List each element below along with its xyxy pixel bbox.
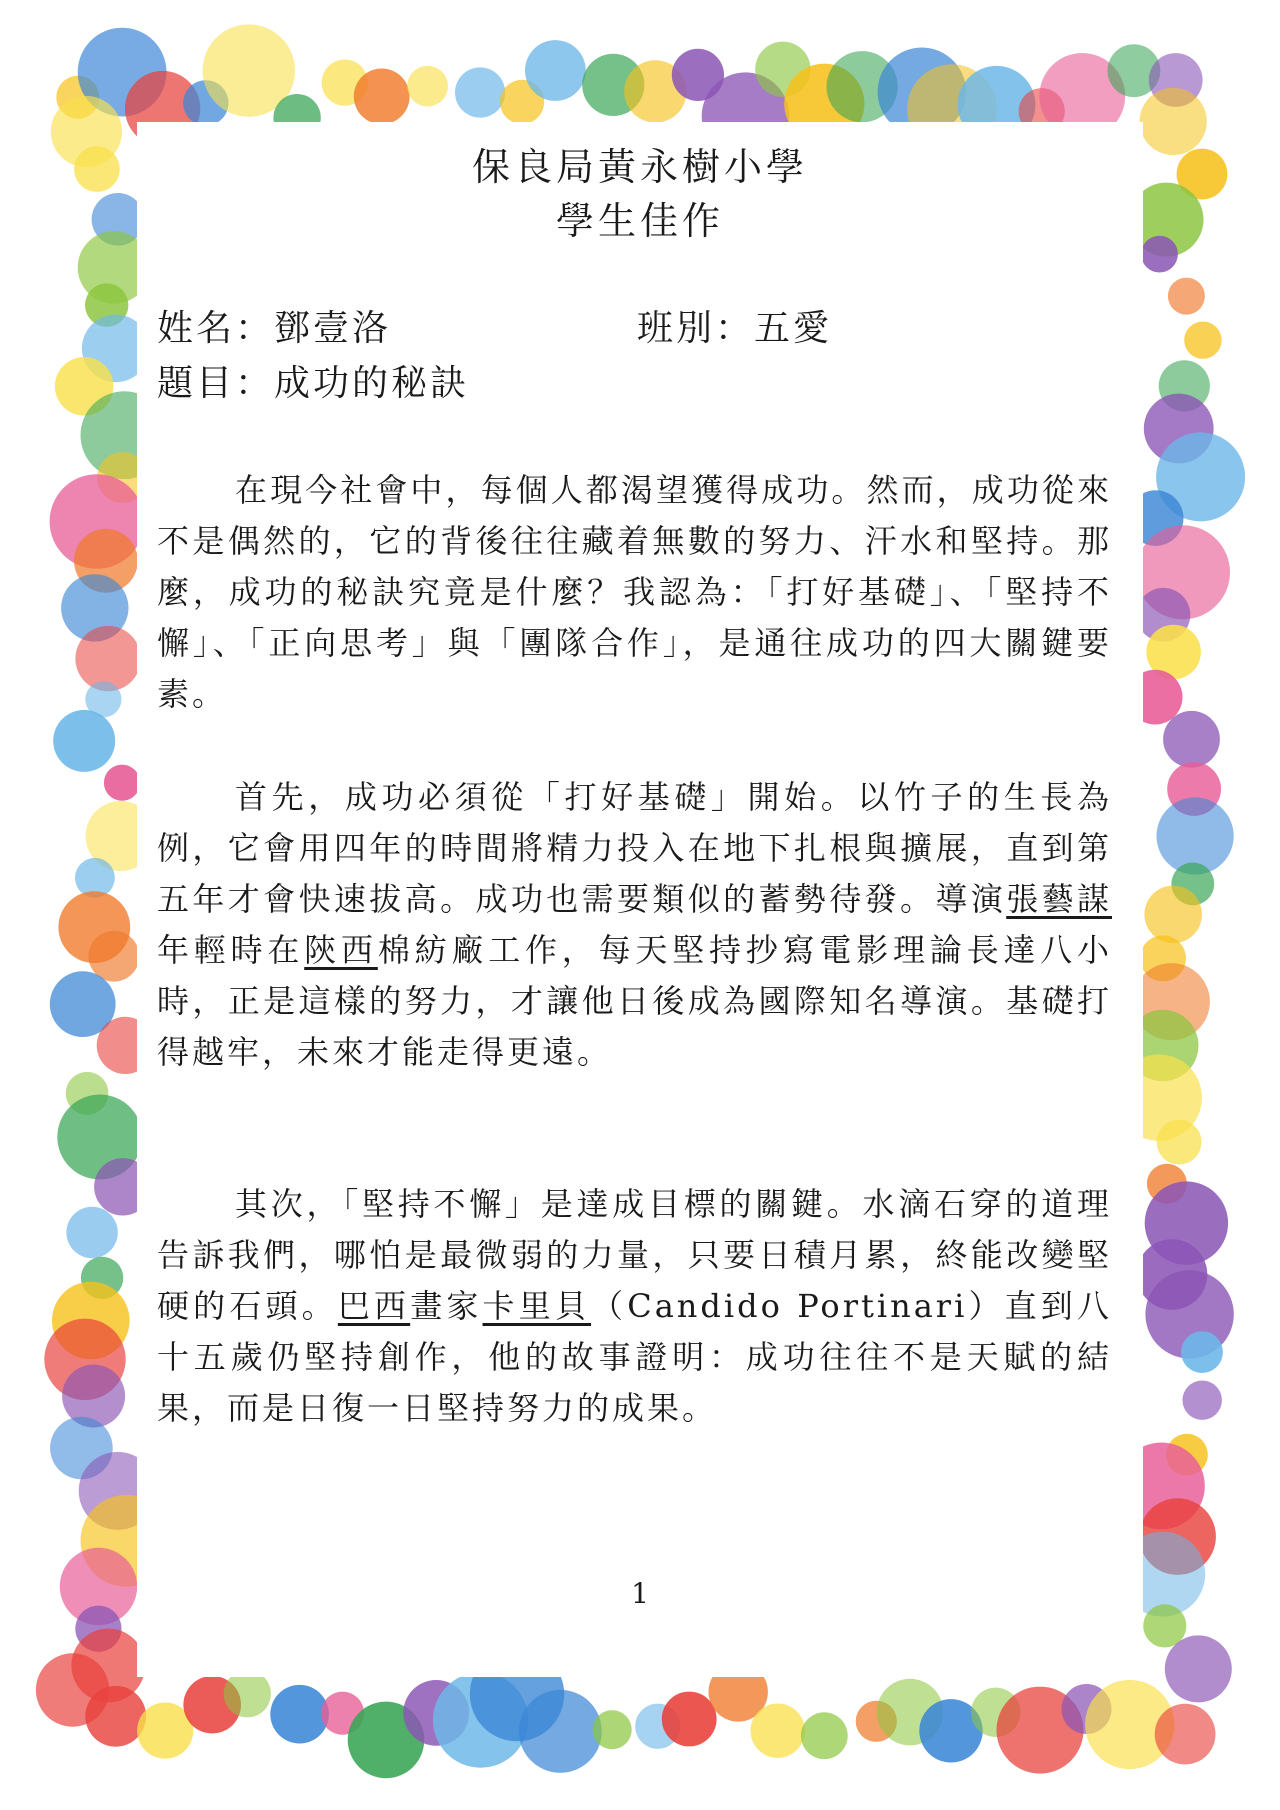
student-name: 姓名：鄧壹洛 (157, 308, 392, 349)
paragraph-text: （Candido Portinari）直到八十五歲仍堅持創作，他的故事證明：成功往往不是天賦的結果，而是日復一日堅持努力的成果。 (157, 1287, 1112, 1427)
page-number: 1 (631, 1577, 649, 1610)
underlined-name-portinari: 卡里貝 (482, 1287, 592, 1325)
essay-topic: 題目：成功的秘訣 (157, 363, 470, 404)
essay-paragraph-1: 在現今社會中，每個人都渴望獲得成功。然而，成功從來不是偶然的，它的背後往往藏着無數的努力、汗水和堅持。那麼，成功的秘訣究竟是什麼？我認為：「打好基礎」、「堅持不懈」、「正向思考」與「團隊合作」，是通往成功的四大關鍵要素。 (157, 471, 1112, 713)
paragraph-text: 其次，「堅持不懈」是達成目標的關鍵。水滴石穿的道理告訴我們，哪怕是最微弱的力量，只要日積月累，終能改變堅硬的石頭。 (157, 1185, 1112, 1325)
paragraph-text: 畫家 (410, 1287, 483, 1325)
paragraph-text: 棉紡廠工作，每天堅持抄寫電影理論長達八小時，正是這樣的努力，才讓他日後成為國際知名導演。基礎打得越牢，未來才能走得更遠。 (157, 931, 1112, 1071)
school-name: 保良局黃永樹小學 (471, 145, 808, 189)
document-title: 學生佳作 (555, 199, 724, 243)
document-page (137, 122, 1143, 1677)
essay-paragraph-2 (157, 772, 1112, 1078)
paragraph-text: 首先，成功必須從「打好基礎」開始。以竹子的生長為例，它會用四年的時間將精力投入在地下扎根與擴展，直到第五年才會快速拔高。成功也需要類似的蓄勢待發。導演 (157, 778, 1112, 918)
underlined-name-zhang-yimou: 張藝謀 (1006, 880, 1112, 918)
essay-paragraph-3 (157, 1179, 1112, 1434)
student-class: 班別：五愛 (637, 308, 833, 349)
underlined-place-shaanxi: 陝西 (304, 931, 378, 969)
paragraph-text: 年輕時在 (157, 931, 305, 969)
underlined-place-brazil: 巴西 (337, 1287, 411, 1325)
